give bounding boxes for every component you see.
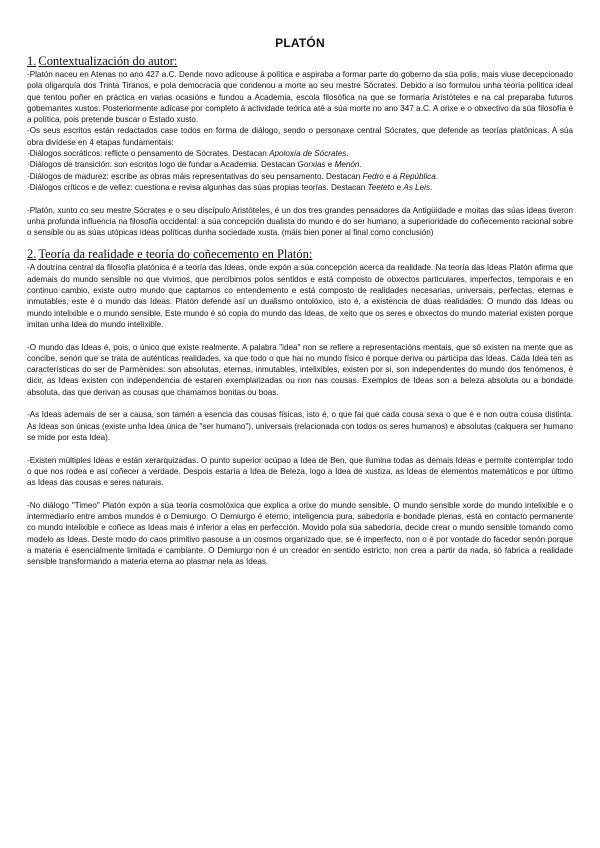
section-1-writings-paragraph: -Os seus escritos están redactados case todos en forma de diálogo, sendo o personaxe central Sócrates, que defende as teorías platónicas. A súa obra divídese en 4 etapas fundamentais: bbox=[27, 126, 573, 147]
dialogue-stages-list bbox=[27, 148, 573, 193]
ideas-hierarchy-paragraph: -Existen múltiples Ideas e están xerarquizadas. O punto superior ocúpao a Idea de Ben, que ilumina todas as demais Ideas e permite contemplar todo o que nos rodea e así coñecer a verdade. Despois estaría a Idea de Beleza, logo a Idea de xustiza, as Ideas de elementos matemáticos e por último as Ideas das cousas e seres naturais. bbox=[27, 455, 573, 488]
dialogue-stage-item: ·Diálogos de madurez: escribe as obras máis representativas do seu pensamento. Destacan Fedro e a República. bbox=[27, 171, 439, 181]
dialogue-stage-item: ·Diálogos críticos e de vellez: cuestiona e revisa algunhas das súas propias teorías. Destacan Teeteto e As Leis. bbox=[27, 182, 433, 192]
world-of-ideas-paragraph: -O mundo das Ideas é, pois, o único que existe realmente. A palabra "idea" non se refiere a representacións mentais, que só existen na mente que as concibe, senón que se trata de auténticas realidades, xa que todo o que hai no mundo físico é porque deriva ou participa das Ideas. Cada Idea ten as características do ser de Parménides: son absolutas, eternas, inmutables, intelixibles, existen por si, son independentes do mundo dos fenómenos, é dicir, as Ideas existen con independencia de estaren exemplarizadas ou non nas cousas. Exemplos de Ideas son a beleza absoluta ou a bondade absoluta, das que derivan as cousas que chamamos bonitas ou boas. bbox=[27, 342, 573, 397]
section-1-heading-text: Contextualización do autor: bbox=[38, 54, 178, 68]
section-1-heading bbox=[27, 54, 573, 68]
section-2-number: 2. bbox=[27, 247, 37, 262]
section-1-number: 1. bbox=[27, 54, 37, 68]
section-2-heading bbox=[27, 247, 573, 261]
section-1-closing-paragraph: -Platón, xunto co seu mestre Sócrates e o seu discípulo Aristóteles, é un dos tres grandes pensadores da Antigüidade e moitas das súas ideas tiveron unha profunda influencia na filosofía occidental: a súa concepción dualista do mundo e do ser humano, a superioridade do coñecemento racional sobre o sensible ou as súas utópicas ideas políticas dunha sociedade xusta. (máis bien poner al final como conclusión) bbox=[27, 205, 573, 238]
ideas-essence-paragraph: -As Ideas ademais de ser a causa, son tamén a esencia das cousas físicas, isto é, o que fai que cada cousa sexa o que é e non outra cousa distinta. As Ideas son únicas (existe unha Idea única de "ser humano"), universais (relacionada con todos os seres humanos) e absolutas (calquera ser humano se mide por esta Idea). bbox=[27, 410, 573, 442]
section-2-heading-text: Teoría da realidade e teoría do coñecemento en Platón: bbox=[38, 247, 313, 262]
document-title: PLATÓN bbox=[275, 36, 325, 50]
dialogue-stage-item: ·Diálogos socráticos: reflicte o pensamento de Sócrates. Destacan Apoloxía de Sócrates. bbox=[27, 149, 349, 159]
section-1-intro-paragraph: -Platón naceu en Atenas no ano 427 a.C. Dende novo adicouse á política e aspiraba a formar parte do goberno da súa polis, mais viuse decepcionado pola oligarquía dos Trinta Tiranos, e pola democracia que condenou a morte ao seu mestre Sócrates. Debido a iso formulou unha teoría política ideal que tentou poñer en práctica en varias ocasións e fundou a Academia, escola filosófica na que se formaría Aristóteles e na cal preparaba futuros gobernantes xustos. Posteriormente adícase por completo á actividade teórica até a súa morte no ano 347 a.C. A orixe e o obxectivo da súa filosofía é a política, pois pretende buscar o Estado xusto. bbox=[27, 70, 573, 125]
theory-of-ideas-paragraph: -A doutrina central da filosofía platónica é a teoría das Ideas, onde expón a súa concepción acerca da realidade. Na teoría das Ideas Platón afirma que ademais do mundo sensible no que vivimos, que percibimos polos sentidos e está composto de obxectos particulares, imperfectos, temporais e en continuo cambio, existe outro mundo que captamos co entendemento e está composto de realidades necesarias, universais, perfectas, eternas e inmutables, este é o mundo das Ideas. Platón defende así un dualismo ontolóxico, isto é, a existencia de dúas realidades: O mundo das Ideas ou mundo intelixible e o mundo sensible. Este mundo é só copia do mundo das Ideas, de xeito que os seres e obxectos do mundo material existen porque imitan unha Idea do mundo intelixible. bbox=[27, 263, 573, 329]
timeo-demiurge-paragraph: -No diálogo "Timeo" Platón expón a súa teoría cosmolóxica que explica a orixe do mundo sensible. O mundo sensible xorde do mundo intelixible e o intermediario entre ambos mundos é o Demiurgo. O Demiurgo é eterno, inteligencia pura, sabedoría e bondade plenas, está en contacto permanente co mundo intelixible e coñece as Ideas mais é inferior a elas en perfección. Movido pola súa sabedoría, decide crear o mundo sensible tomando como modelo as Ideas. Deste modo do caos primitivo pasouse a un cosmos organizado que, se é imperfecto, non o é por vontade do facedor senón porque a materia é esencialmente limitada e cambiante. O Demiurgo non é un creador en sentido estricto, non crea a partir da nada, só fabrica a realidade sensible transformando a materia eterna ao plasmar nela as Ideas. bbox=[27, 500, 573, 567]
dialogue-stage-item: ·Diálogos de transición: son escritos logo de fundar a Academia. Destacan Gorxias e Menón. bbox=[27, 160, 362, 170]
